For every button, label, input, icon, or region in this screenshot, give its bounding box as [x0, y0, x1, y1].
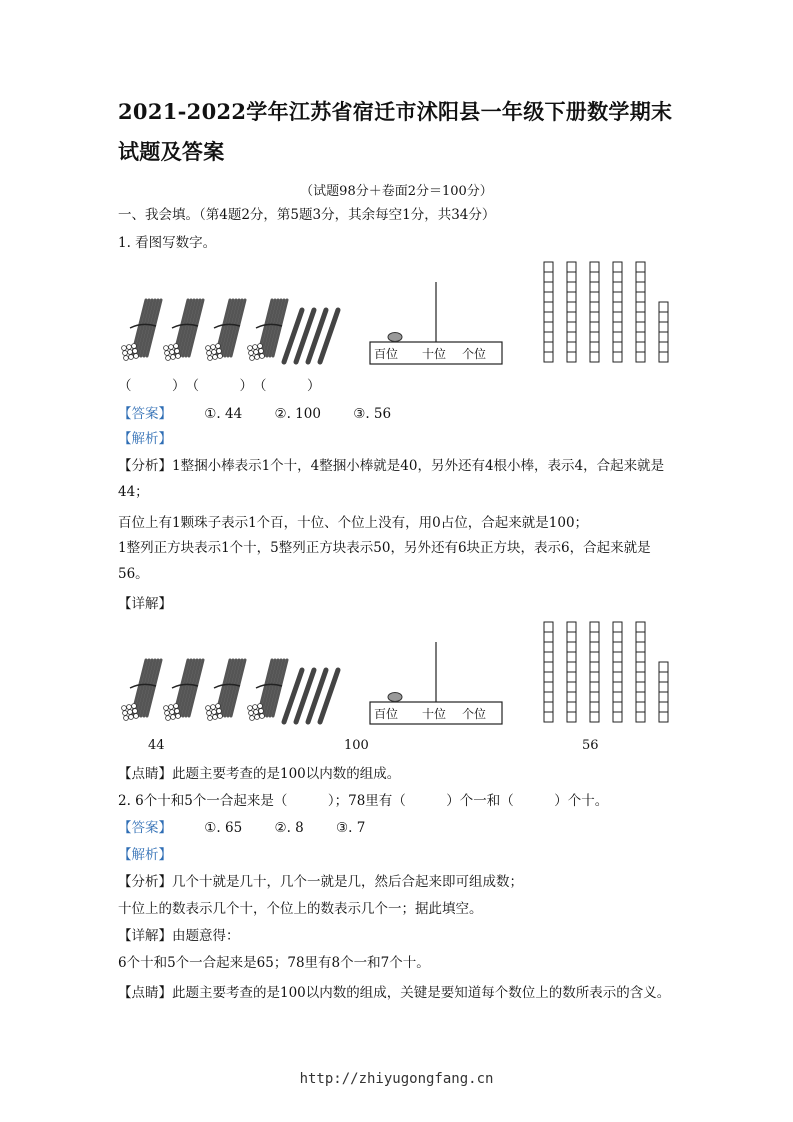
block-square	[613, 712, 622, 722]
block-square	[613, 332, 622, 342]
block-square	[636, 712, 645, 722]
block-square	[659, 712, 668, 722]
detail-tag: 【详解】	[118, 596, 172, 612]
block-square	[659, 692, 668, 702]
block-square	[659, 342, 668, 352]
block-square	[567, 352, 576, 362]
block-square	[567, 292, 576, 302]
jiexi-tag-2: 【解析】	[118, 847, 172, 863]
blocks-figure-2	[542, 620, 672, 726]
block-square	[590, 322, 599, 332]
block-square	[659, 312, 668, 322]
block-square	[544, 352, 553, 362]
block-square	[659, 332, 668, 342]
block-square	[613, 642, 622, 652]
analysis-text-2-1: 几个十就是几十，几个一就是几，然后合起来即可组成数；	[172, 874, 523, 890]
block-square	[544, 332, 553, 342]
comment-line	[118, 764, 400, 784]
comment-text-2: 此题主要考查的是100以内数的组成，关键是要知道每个数位上的数所表示的含义。	[172, 985, 671, 1001]
stick-bundle	[206, 300, 245, 360]
section-heading: 一、我会填。（第4题2分，第5题3分，其余每空1分，共34分）	[118, 207, 496, 223]
analysis-2: 百位上有1颗珠子表示1个百，十位、个位上没有，用0占位，合起来就是100；	[118, 515, 589, 531]
footer-url: http://zhiyugongfang.cn	[299, 1071, 494, 1087]
block-square	[544, 632, 553, 642]
block-square	[613, 312, 622, 322]
block-square	[613, 302, 622, 312]
block-square	[659, 662, 668, 672]
place-label: 十位	[422, 707, 447, 721]
block-square	[544, 312, 553, 322]
detail-result-2: 6个十和5个一合起来是65；78里有8个一和7个十。	[118, 955, 430, 971]
stick-bundles-figure	[118, 296, 343, 368]
block-square	[613, 662, 622, 672]
block-square	[636, 652, 645, 662]
place-label: 百位	[374, 707, 399, 721]
result-44: 44	[148, 738, 165, 753]
block-square	[636, 292, 645, 302]
place-label: 百位	[374, 347, 399, 361]
block-square	[590, 652, 599, 662]
block-square	[636, 312, 645, 322]
stick-bundle	[164, 300, 203, 360]
block-square	[659, 322, 668, 332]
block-square	[613, 272, 622, 282]
block-square	[544, 282, 553, 292]
score-note: （试题98分＋卷面2分＝100分）	[300, 184, 493, 199]
block-square	[613, 692, 622, 702]
answer-3: ③. 56	[353, 406, 392, 422]
block-square	[544, 702, 553, 712]
block-square	[567, 332, 576, 342]
abacus-figure-2	[368, 640, 506, 726]
block-square	[567, 652, 576, 662]
block-square	[659, 672, 668, 682]
block-square	[567, 642, 576, 652]
block-square	[659, 352, 668, 362]
block-square	[544, 652, 553, 662]
block-square	[636, 262, 645, 272]
blocks-figure	[542, 260, 672, 366]
block-square	[567, 272, 576, 282]
comment-line-2	[118, 983, 670, 1003]
block-square	[636, 662, 645, 672]
block-square	[567, 302, 576, 312]
block-square	[590, 702, 599, 712]
block-square	[636, 282, 645, 292]
document-title: 2021-2022学年江苏省宿迁市沭阳县一年级下册数学期末试题及答案	[118, 99, 673, 164]
answer-2: ②. 100	[274, 406, 321, 422]
dianjing-tag-2: 【点睛】	[118, 985, 172, 1001]
block-square	[544, 322, 553, 332]
block-square	[613, 632, 622, 642]
block-square	[590, 682, 599, 692]
block-square	[636, 642, 645, 652]
question-1: 1. 看图写数字。	[118, 235, 217, 251]
block-square	[590, 282, 599, 292]
block-square	[567, 312, 576, 322]
stick-bundle	[122, 300, 161, 360]
block-square	[613, 672, 622, 682]
block-square	[636, 302, 645, 312]
block-square	[544, 302, 553, 312]
stick-bundle	[248, 660, 287, 720]
block-square	[590, 632, 599, 642]
answer-line	[118, 404, 419, 424]
detail-line-2	[118, 926, 240, 946]
analysis-3: 1整列正方块表示1个十，5整列正方块表示50，另外还有6块正方块，表示6，合起来就是56。	[118, 540, 651, 582]
stick-bundle	[206, 660, 245, 720]
block-square	[590, 692, 599, 702]
block-square	[544, 272, 553, 282]
block-square	[613, 622, 622, 632]
block-square	[567, 282, 576, 292]
dianjing-tag: 【点睛】	[118, 766, 172, 782]
block-square	[590, 292, 599, 302]
block-square	[636, 672, 645, 682]
block-square	[567, 682, 576, 692]
block-square	[590, 672, 599, 682]
stick-bundles-figure-2	[118, 656, 343, 728]
block-square	[590, 342, 599, 352]
block-square	[567, 342, 576, 352]
block-square	[590, 332, 599, 342]
place-label: 个位	[462, 707, 487, 721]
answer-tag: 【答案】	[118, 406, 172, 422]
block-square	[636, 702, 645, 712]
analysis-2-2: 十位上的数表示几个十，个位上的数表示几个一；据此填空。	[118, 901, 483, 917]
block-square	[590, 712, 599, 722]
block-square	[590, 262, 599, 272]
answer-2-3: ③. 7	[336, 820, 366, 836]
block-square	[567, 262, 576, 272]
block-square	[613, 652, 622, 662]
block-square	[613, 352, 622, 362]
block-square	[636, 342, 645, 352]
block-square	[544, 682, 553, 692]
answer-2-2: ②. 8	[274, 820, 304, 836]
stick-bundle	[248, 300, 287, 360]
block-square	[636, 272, 645, 282]
jiexi-tag: 【解析】	[118, 431, 172, 447]
block-square	[636, 692, 645, 702]
question-2: 2. 6个十和5个一合起来是（ ）；78里有（ ）个一和（ ）个十。	[118, 793, 609, 809]
block-square	[544, 342, 553, 352]
analysis-1	[118, 453, 678, 505]
block-square	[659, 302, 668, 312]
block-square	[567, 622, 576, 632]
block-square	[590, 622, 599, 632]
block-square	[544, 672, 553, 682]
detail-tag-2: 【详解】	[118, 928, 172, 944]
block-square	[613, 342, 622, 352]
block-square	[613, 682, 622, 692]
block-square	[590, 352, 599, 362]
block-square	[636, 352, 645, 362]
block-square	[590, 662, 599, 672]
block-square	[544, 262, 553, 272]
block-square	[544, 712, 553, 722]
block-square	[636, 632, 645, 642]
block-square	[636, 332, 645, 342]
answer-line-2	[118, 818, 393, 838]
block-square	[567, 662, 576, 672]
block-square	[613, 322, 622, 332]
block-square	[636, 322, 645, 332]
answer-tag-2: 【答案】	[118, 820, 172, 836]
block-square	[613, 282, 622, 292]
analysis-2-1	[118, 872, 523, 892]
answer-blanks: （ ） （ ） （ ）	[118, 378, 321, 394]
block-square	[613, 702, 622, 712]
block-square	[567, 672, 576, 682]
answer-1: ①. 44	[204, 406, 243, 422]
block-square	[544, 622, 553, 632]
block-square	[659, 682, 668, 692]
block-square	[590, 302, 599, 312]
fenxi-tag-2: 【分析】	[118, 874, 172, 890]
comment-text: 此题主要考查的是100以内数的组成。	[172, 766, 401, 782]
analysis-text-1: 1整捆小棒表示1个十，4整捆小棒就是40，另外还有4根小棒，表示4，合起来就是44；	[118, 458, 665, 500]
stick-bundle	[164, 660, 203, 720]
fenxi-tag: 【分析】	[118, 458, 172, 474]
block-square	[567, 322, 576, 332]
result-100: 100	[344, 738, 369, 753]
block-square	[544, 662, 553, 672]
block-square	[567, 632, 576, 642]
detail-text-2: 由题意得：	[172, 928, 240, 944]
block-square	[636, 622, 645, 632]
bead	[388, 333, 402, 342]
bead	[388, 693, 402, 702]
block-square	[613, 292, 622, 302]
answer-2-1: ①. 65	[204, 820, 243, 836]
abacus-figure	[368, 280, 506, 366]
block-square	[590, 642, 599, 652]
block-square	[567, 702, 576, 712]
block-square	[544, 292, 553, 302]
place-label: 个位	[462, 347, 487, 361]
result-56: 56	[582, 738, 599, 753]
block-square	[544, 642, 553, 652]
stick-bundle	[122, 660, 161, 720]
block-square	[613, 262, 622, 272]
block-square	[544, 692, 553, 702]
place-label: 十位	[422, 347, 447, 361]
block-square	[659, 702, 668, 712]
block-square	[567, 692, 576, 702]
block-square	[590, 312, 599, 322]
block-square	[636, 682, 645, 692]
block-square	[590, 272, 599, 282]
block-square	[567, 712, 576, 722]
